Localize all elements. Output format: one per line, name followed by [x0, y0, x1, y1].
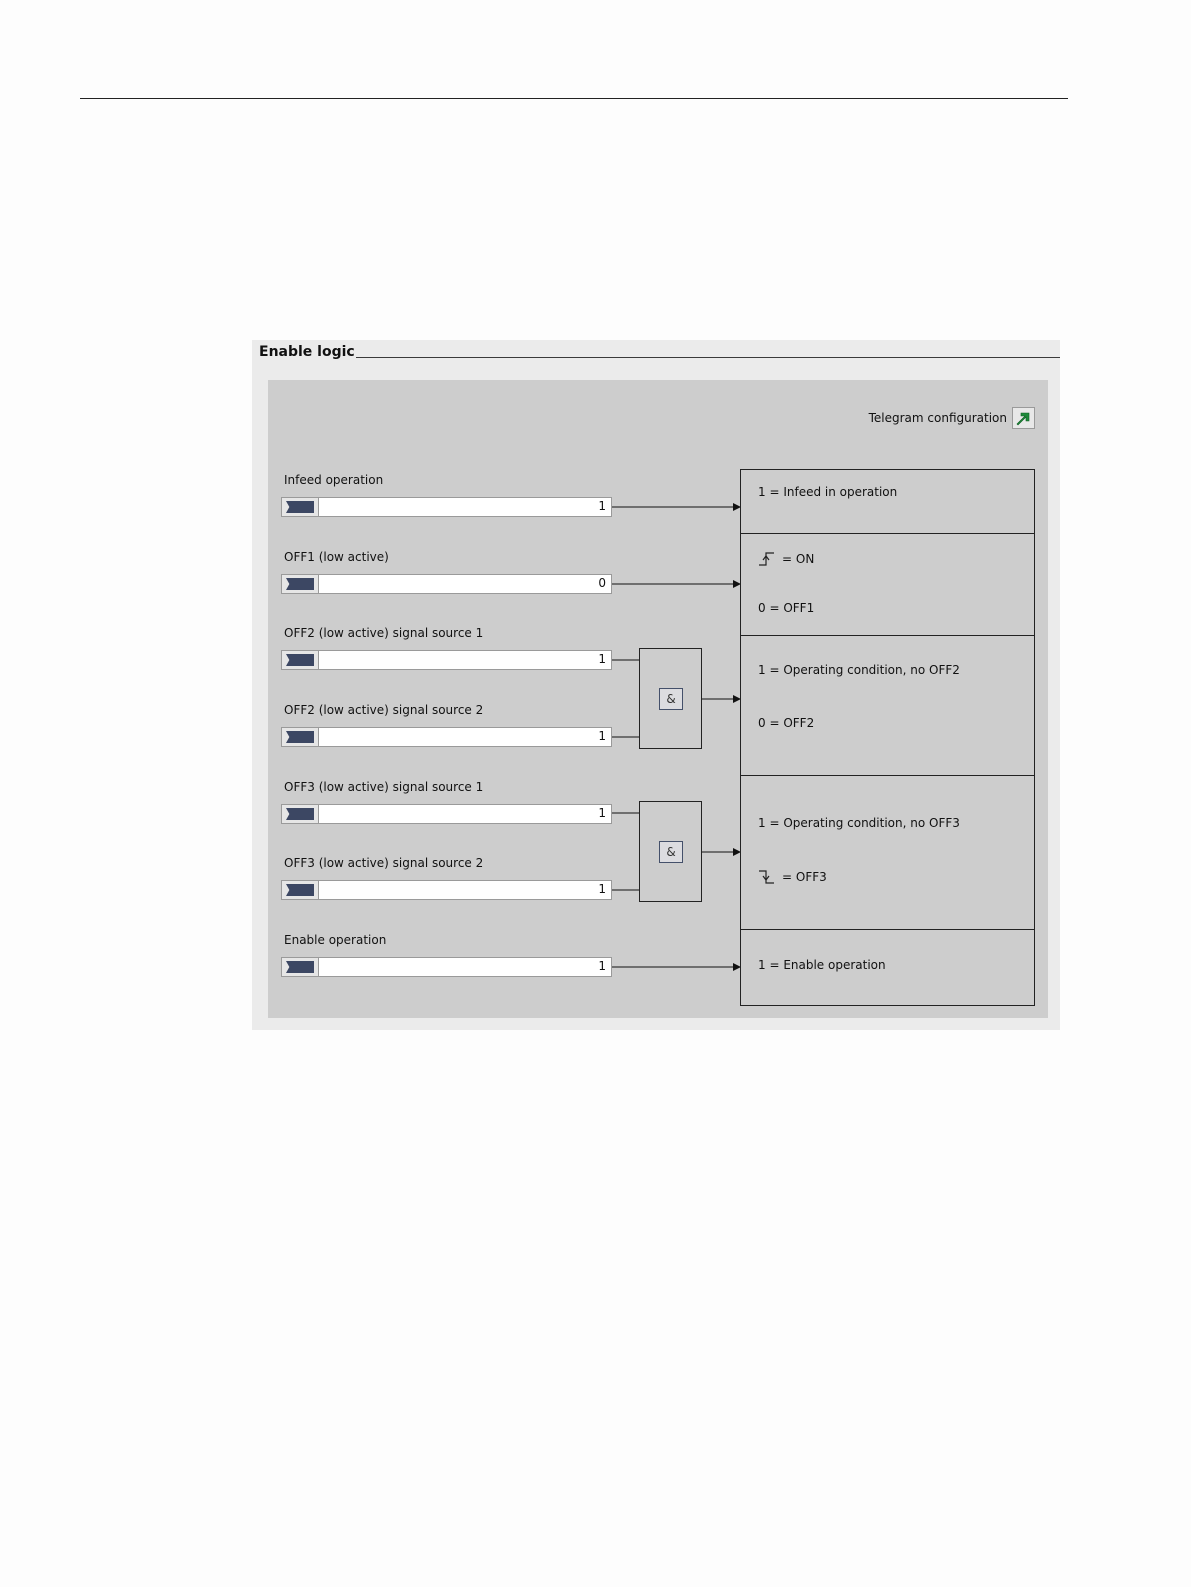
off2-source1-input[interactable]: [281, 650, 612, 670]
off3-source2-source-button[interactable]: [282, 881, 319, 899]
off3-source2-label: OFF3 (low active) signal source 2: [284, 856, 484, 870]
off2-and-gate: [639, 648, 702, 749]
infeed-output-box: [740, 469, 1035, 534]
off2-source1-source-button[interactable]: [282, 651, 319, 669]
and-gate-symbol: &: [659, 841, 683, 863]
panel-title: Enable logic: [259, 344, 355, 360]
infeed-operation-source-button[interactable]: [282, 498, 319, 516]
off1-input[interactable]: [281, 574, 612, 594]
off1-output-off-text: 0 = OFF1: [758, 601, 815, 615]
enable-operation-input[interactable]: [281, 957, 612, 977]
signal-source-icon: [286, 961, 314, 973]
signal-source-icon: [286, 808, 314, 820]
off1-label: OFF1 (low active): [284, 550, 389, 564]
infeed-output-text: 1 = Infeed in operation: [758, 485, 898, 499]
off2-source2-label: OFF2 (low active) signal source 2: [284, 703, 484, 717]
rising-edge-icon: [758, 550, 776, 568]
signal-source-icon: [286, 884, 314, 896]
off1-output-on-text: = ON: [782, 552, 815, 566]
infeed-operation-label: Infeed operation: [284, 473, 384, 487]
off3-source1-value: 1: [598, 806, 606, 820]
panel-title-divider: [356, 357, 1060, 358]
off2-output-line2: 0 = OFF2: [758, 716, 815, 730]
off2-output-line1: 1 = Operating condition, no OFF2: [758, 663, 960, 677]
telegram-configuration-label: Telegram configuration: [868, 411, 1007, 425]
infeed-operation-input[interactable]: [281, 497, 612, 517]
off2-source1-label: OFF2 (low active) signal source 1: [284, 626, 484, 640]
signal-source-icon: [286, 654, 314, 666]
enable-output-box: [740, 929, 1035, 1006]
off2-source1-value: 1: [598, 652, 606, 666]
enable-output-text: 1 = Enable operation: [758, 958, 886, 972]
off1-value: 0: [598, 576, 606, 590]
off3-source2-value: 1: [598, 882, 606, 896]
off2-output-box: [740, 635, 1035, 776]
page-top-rule: [80, 98, 1068, 99]
signal-source-icon: [286, 501, 314, 513]
off3-output-line1: 1 = Operating condition, no OFF3: [758, 816, 960, 830]
off2-source2-value: 1: [598, 729, 606, 743]
off3-and-gate: [639, 801, 702, 902]
off3-source2-input[interactable]: [281, 880, 612, 900]
off1-source-button[interactable]: [282, 575, 319, 593]
off2-source2-source-button[interactable]: [282, 728, 319, 746]
off3-source1-input[interactable]: [281, 804, 612, 824]
enable-operation-source-button[interactable]: [282, 958, 319, 976]
off2-source2-input[interactable]: [281, 727, 612, 747]
off3-output-off-text: = OFF3: [782, 870, 827, 884]
off3-output-off-row: [758, 868, 827, 886]
falling-edge-icon: [758, 868, 776, 886]
off1-output-on-row: [758, 550, 814, 568]
off1-output-box: [740, 533, 1035, 636]
enable-logic-diagram: [268, 380, 1048, 1018]
enable-operation-label: Enable operation: [284, 933, 387, 947]
signal-source-icon: [286, 731, 314, 743]
infeed-operation-value: 1: [598, 499, 606, 513]
signal-source-icon: [286, 578, 314, 590]
enable-logic-panel: [252, 340, 1060, 1030]
off3-output-box: [740, 775, 1035, 930]
off3-source1-source-button[interactable]: [282, 805, 319, 823]
off3-source1-label: OFF3 (low active) signal source 1: [284, 780, 484, 794]
and-gate-symbol: &: [659, 688, 683, 710]
enable-operation-value: 1: [598, 959, 606, 973]
